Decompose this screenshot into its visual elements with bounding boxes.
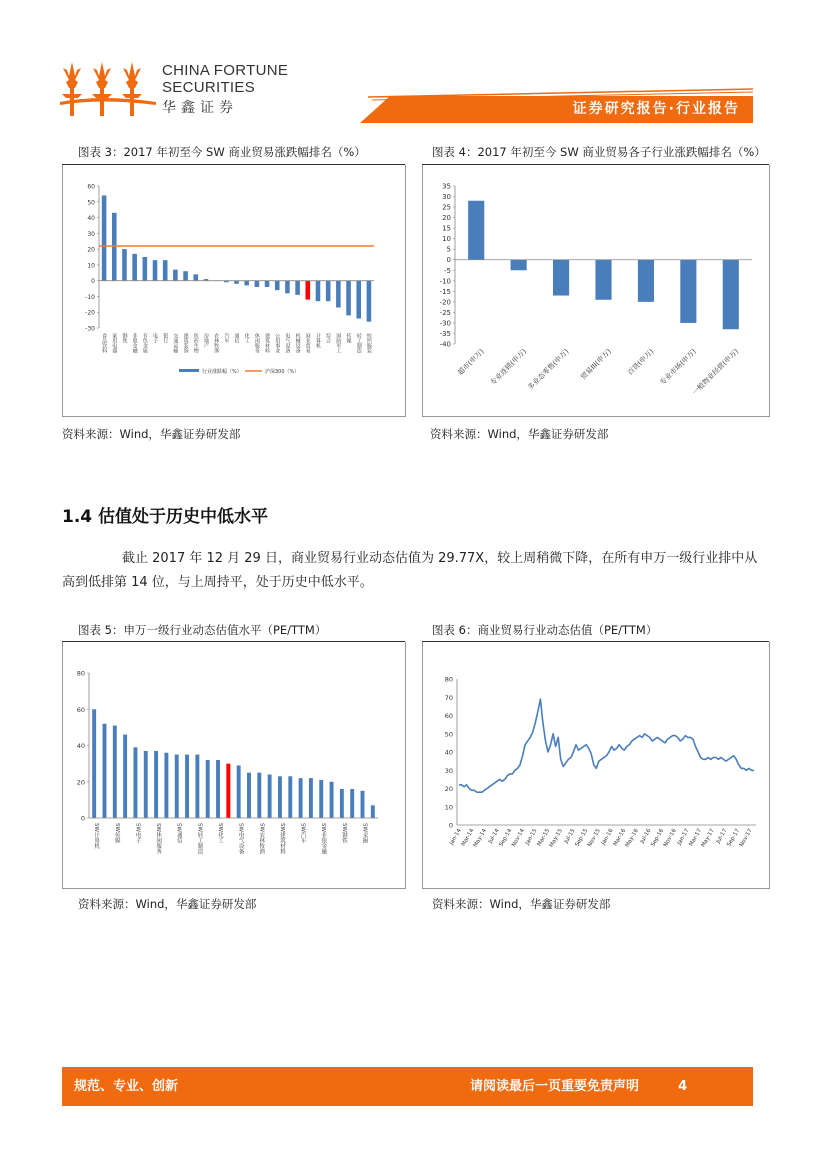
fig5-bar xyxy=(123,735,127,818)
fig4-bar xyxy=(553,260,569,296)
fig5-ytick: 80 xyxy=(76,669,85,678)
fig5-xlabel: SW农林牧渔 xyxy=(258,823,265,854)
fig5-xlabel: SW休闲服务 xyxy=(155,823,162,854)
fig4-bar xyxy=(680,260,696,323)
fig5-bar xyxy=(206,760,210,818)
fig3-bar xyxy=(275,281,280,290)
fig3-ytick: 10 xyxy=(87,262,95,270)
fig3-xlabel: 国防军工 xyxy=(335,333,342,353)
fig3-bar xyxy=(265,281,270,287)
fig3-xlabel: 机械设备 xyxy=(294,333,301,353)
fig5-bar xyxy=(299,778,303,818)
fig5-bar xyxy=(319,780,323,818)
fig5-xlabel: SW钢铁 xyxy=(340,823,347,843)
fig3-bar xyxy=(122,249,127,281)
fig5-bar xyxy=(278,776,282,818)
fig4-ytick: 30 xyxy=(442,193,451,202)
company-name-en-1: CHINA FORTUNE xyxy=(162,62,289,79)
fig3-ytick: 30 xyxy=(87,230,95,238)
fig3-xlabel: 化工 xyxy=(243,333,250,343)
fig5-xlabel: SW电子 xyxy=(134,823,141,843)
fig4-xlabel: 多业态零售(申万) xyxy=(526,347,571,392)
fig5-source: 资料来源：Wind，华鑫证券研发部 xyxy=(78,897,257,911)
fig6-xlabel: Mar-14 xyxy=(460,828,476,848)
fig5-caption: 图表 5：申万一级行业动态估值水平（PE/TTM） xyxy=(78,623,327,637)
fig3-xlabel: 公用事业 xyxy=(274,333,281,353)
fig6-xlabel: Nov-15 xyxy=(586,828,602,848)
fig4-chart xyxy=(422,165,769,417)
fig6-ytick: 40 xyxy=(444,748,453,757)
fig4-bar xyxy=(595,260,611,300)
fig6-xlabel: Mar-15 xyxy=(536,828,552,848)
fig6-xlabel: May-14 xyxy=(472,828,489,849)
fig5-ytick: 20 xyxy=(76,778,85,787)
fig5-xlabel: SW传媒 xyxy=(113,823,120,843)
fig3-bar xyxy=(193,274,198,280)
fig3-bar xyxy=(306,281,311,300)
fig4-ytick: -40 xyxy=(439,340,451,349)
fig6-caption: 图表 6：商业贸易行业动态估值（PE/TTM） xyxy=(432,623,658,637)
fig5-bar xyxy=(340,789,344,818)
fig3-xlabel: 通信 xyxy=(233,333,240,343)
company-name-cn: 华鑫证券 xyxy=(162,100,238,116)
page-number: 4 xyxy=(678,1079,688,1094)
fig4-ytick: -15 xyxy=(439,287,451,296)
fig3-xlabel: 有色金属 xyxy=(141,333,148,353)
fig3-bar xyxy=(163,260,168,281)
fig4-caption: 图表 4：2017 年初至今 SW 商业贸易各子行业涨跌幅排名（%） xyxy=(432,145,766,159)
fig4-ytick: -20 xyxy=(439,298,451,307)
fig3-source: 资料来源：Wind，华鑫证券研发部 xyxy=(62,427,241,441)
fig5-xlabel: SW采掘 xyxy=(361,823,368,843)
fig5-bar xyxy=(309,778,313,818)
fig3-xlabel: 轻工制造 xyxy=(355,333,362,353)
fig3-ytick: 40 xyxy=(87,215,95,223)
fig6-ytick: 30 xyxy=(444,766,453,775)
report-type-title: 证券研究报告·行业报告 xyxy=(572,101,740,117)
fig3-xlabel: 传媒 xyxy=(345,333,352,343)
fig5-xlabel: SW轻工制造 xyxy=(196,823,203,854)
fig3-bar xyxy=(244,281,249,286)
fig6-xlabel: Sep-14 xyxy=(498,828,514,848)
fig4-ytick: 15 xyxy=(442,224,451,233)
fig6-xlabel: Jul-16 xyxy=(639,828,653,845)
fig6-ytick: 50 xyxy=(444,730,453,739)
fig3-ytick: -10 xyxy=(85,293,95,301)
fig3-bar xyxy=(336,281,341,308)
fig5-xlabel: SW化工 xyxy=(217,823,224,843)
fig6-xlabel: Jan-17 xyxy=(676,828,691,847)
fig6-xlabel: Nov-17 xyxy=(738,828,754,848)
fig3-xlabel: 电气设备 xyxy=(284,333,291,353)
fig3-bar xyxy=(183,271,188,280)
fig6-ytick: 70 xyxy=(444,693,453,702)
fig3-xlabel: 建筑材料 xyxy=(264,333,271,353)
fig5-xlabel: SW建筑材料 xyxy=(278,823,285,854)
fig5-bar xyxy=(103,724,107,818)
fig4-xlabel: 一般物业经营(申万) xyxy=(691,347,741,397)
fig3-bar xyxy=(346,281,351,316)
fig5-bar xyxy=(154,751,158,818)
fig3-bar xyxy=(295,281,300,295)
fig5-xlabel: SW计算机 xyxy=(93,823,100,849)
fig4-ytick: -35 xyxy=(439,329,451,338)
fig4-bar xyxy=(468,201,484,260)
fig3-bar xyxy=(285,281,290,294)
fig3-chart xyxy=(62,165,405,417)
fig5-xlabel: SW电气设备 xyxy=(237,823,244,854)
fig5-ytick: 0 xyxy=(80,814,85,823)
fig4-ytick: -5 xyxy=(444,266,451,275)
fig3-bar xyxy=(234,281,239,284)
footer-disclaimer xyxy=(470,1067,687,1106)
fig3-xlabel: 房地产 xyxy=(202,333,209,348)
fig3-xlabel: 休闲服务 xyxy=(253,333,260,353)
fig3-legend-swatch-bar xyxy=(179,369,199,372)
fig3-xlabel: 非银金融 xyxy=(131,333,138,353)
fig6-ytick: 20 xyxy=(444,785,453,793)
fig3-xlabel: 银行 xyxy=(162,333,169,343)
fig4-xlabel: 百货(申万) xyxy=(626,347,656,377)
fig5-chart xyxy=(62,642,405,889)
fig3-bar xyxy=(102,195,107,280)
fig3-ytick: 60 xyxy=(87,183,95,191)
fig6-xlabel: May-15 xyxy=(548,828,564,849)
fig5-bar xyxy=(361,791,365,818)
fig4-xlabel: 贸易III(申万) xyxy=(579,347,613,382)
fig6-xlabel: Mar-16 xyxy=(612,828,628,848)
fig5-bar xyxy=(133,747,137,818)
fig4-ytick: 35 xyxy=(442,182,451,191)
fig3-xlabel: 钢铁 xyxy=(121,333,128,343)
fig3-legend-label-line: 沪深300（%） xyxy=(265,369,300,375)
fig6-ytick: 0 xyxy=(448,821,453,830)
fig6-xlabel: Jan-15 xyxy=(524,828,539,847)
fig4-source: 资料来源：Wind，华鑫证券研发部 xyxy=(430,427,609,441)
fig6-xlabel: May-16 xyxy=(624,828,640,849)
fig5-bar xyxy=(226,764,230,818)
fig6-xlabel: May-17 xyxy=(700,828,716,849)
fig6-xlabel: Sep-15 xyxy=(574,828,590,848)
fig5-bar xyxy=(247,773,251,818)
fig3-bar xyxy=(173,270,178,281)
fig5-bar xyxy=(350,789,354,818)
fig6-xlabel: Jan-16 xyxy=(600,828,615,847)
fig6-xlabel: Nov-14 xyxy=(511,828,526,848)
fig3-xlabel: 交通运输 xyxy=(172,333,179,353)
fig5-xlabel: SW汽车 xyxy=(299,823,306,843)
fig3-xlabel: 纺织服装 xyxy=(365,333,372,353)
fig6-ytick: 80 xyxy=(444,675,453,684)
fig3-bar xyxy=(112,213,117,281)
fig3-xlabel: 农林牧渔 xyxy=(213,333,220,353)
fig5-bar xyxy=(268,775,272,819)
fig4-ytick: -25 xyxy=(439,308,451,317)
fig4-ytick: 25 xyxy=(442,203,451,212)
fig5-bar xyxy=(92,709,96,818)
fig5-bar xyxy=(175,755,179,818)
fig4-bar xyxy=(723,260,739,330)
fig3-xlabel: 计算机 xyxy=(314,333,321,348)
fig6-xlabel: Jul-17 xyxy=(715,828,729,845)
fig3-xlabel: 建筑装饰 xyxy=(182,333,189,353)
fig5-bar xyxy=(257,773,261,818)
fig5-bar xyxy=(237,765,241,818)
section-title: 1.4 估值处于历史中低水平 xyxy=(62,507,269,527)
fig6-xlabel: Sep-17 xyxy=(726,828,742,848)
fig5-bar xyxy=(371,805,375,818)
fig5-bar xyxy=(195,755,199,818)
fig5-bar xyxy=(216,760,220,818)
fig6-xlabel: Jul-15 xyxy=(563,828,577,845)
fig4-ytick: 5 xyxy=(446,245,451,254)
fig6-xlabel: Jan-14 xyxy=(448,828,463,847)
fig5-bar xyxy=(144,751,148,818)
fig4-xlabel: 超市(申万) xyxy=(456,347,486,377)
fig3-bar xyxy=(153,260,158,281)
fig3-ytick: 0 xyxy=(91,278,95,286)
fig6-xlabel: Jul-14 xyxy=(487,828,501,845)
fig5-bar xyxy=(185,755,189,818)
fig4-bar xyxy=(511,260,527,271)
fig3-xlabel: 商业贸易 xyxy=(304,333,311,353)
fig6-xlabel: Mar-17 xyxy=(688,828,704,848)
fig3-xlabel: 综合 xyxy=(325,333,332,343)
fig3-xlabel: 医药生物 xyxy=(192,333,199,353)
fig5-xlabel: SW非银金融 xyxy=(320,823,327,854)
company-name-en-2: SECURITIES xyxy=(162,79,256,96)
fig3-bar xyxy=(367,281,372,322)
fig4-ytick: -10 xyxy=(439,277,451,286)
fig3-xlabel: 电子 xyxy=(152,333,159,343)
fig3-xlabel: 汽车 xyxy=(223,333,230,343)
company-logo xyxy=(60,58,160,120)
fig5-bar xyxy=(164,753,168,818)
fig4-xlabel: 专业市场(申万) xyxy=(658,347,698,387)
fig5-xlabel: SW通信 xyxy=(175,823,182,843)
fig3-caption: 图表 3：2017 年初至今 SW 商业贸易涨跌幅排名（%） xyxy=(78,145,366,159)
fig4-ytick: 10 xyxy=(442,235,451,244)
fig5-ytick: 60 xyxy=(76,705,85,714)
fig3-bar xyxy=(356,281,361,319)
fig3-bar xyxy=(132,254,137,281)
fig4-bar xyxy=(638,260,654,302)
fig5-bar xyxy=(113,726,117,818)
fig6-ytick: 10 xyxy=(444,803,453,812)
fig5-ytick: 40 xyxy=(76,742,85,750)
fig3-bar xyxy=(143,257,148,281)
fig3-bar xyxy=(316,281,321,302)
fig3-ytick: 50 xyxy=(87,199,95,207)
fig3-bar xyxy=(326,281,331,302)
section-paragraph: 截止 2017 年 12 月 29 日，商业贸易行业动态估值为 29.77X，较上周稍微下降，在所有申万一级行业排中从高到低排第 14 位，与上周持平，处于历史中低水平。 xyxy=(62,551,758,590)
fig6-ytick: 60 xyxy=(444,712,453,720)
fig4-ytick: 0 xyxy=(446,256,451,265)
fig3-ytick: -20 xyxy=(85,309,95,317)
fig3-ytick: -30 xyxy=(85,325,95,333)
fig3-legend-label-bar: 行业涨跌幅（%） xyxy=(202,369,242,375)
fig6-xlabel: Nov-16 xyxy=(662,828,678,848)
fig4-ytick: -30 xyxy=(439,319,451,328)
fig4-xlabel: 专业连锁(申万) xyxy=(488,347,529,387)
fig3-ytick: 20 xyxy=(87,246,95,254)
footer-disclaimer-text: 请阅读最后一页重要免责声明 xyxy=(470,1079,640,1094)
fig6-xlabel: Sep-16 xyxy=(650,828,666,848)
fig3-xlabel: 家用电器 xyxy=(111,333,118,353)
fig6-series-line xyxy=(459,699,754,792)
fig6-source: 资料来源：Wind，华鑫证券研发部 xyxy=(432,897,611,911)
fig5-bar xyxy=(330,782,334,818)
fig6-chart xyxy=(422,642,769,889)
fig3-bar xyxy=(255,281,260,287)
fig5-bar xyxy=(288,776,292,818)
fig4-ytick: 20 xyxy=(442,214,451,223)
fig3-xlabel: 食品饮料 xyxy=(101,333,108,353)
footer-slogan: 规范、专业、创新 xyxy=(74,1079,179,1094)
